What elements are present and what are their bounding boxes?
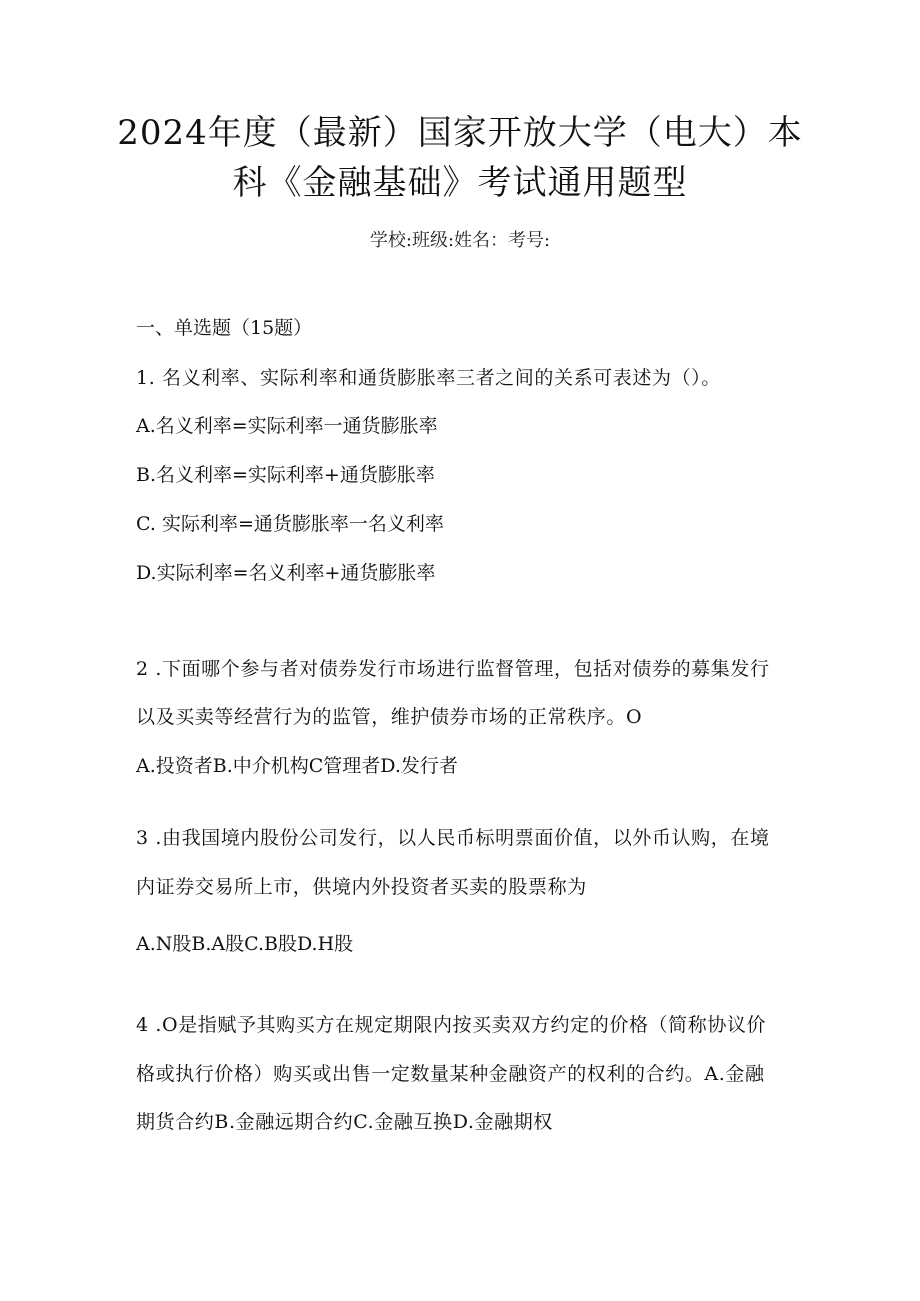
question-3-text-line-1: 3 .由我国境内股份公司发行，以人民币标明票面价值，以外币认购，在境 <box>136 827 770 849</box>
question-4-text-line-1: 4 .O是指赋予其购买方在规定期限内按买卖双方约定的价格（简称协议价 <box>136 1014 767 1036</box>
question-2-options: A.投资者B.中介机构C管理者D.发行者 <box>136 755 458 777</box>
document-title-line-2: 科《金融基础》考试通用题型 <box>232 163 688 203</box>
question-1-option-a: A.名义利率=实际利率一通货膨胀率 <box>136 415 438 437</box>
student-info-line: 学校:班级:姓名：考号: <box>369 230 551 251</box>
question-2-text-line-2: 以及买卖等经营行为的监管，维护债券市场的正常秩序。O <box>136 706 643 728</box>
question-1-option-b: B.名义利率=实际利率+通货膨胀率 <box>136 464 435 486</box>
document-title-line-1: 2024年度（最新）国家开放大学（电大）本 <box>117 113 803 153</box>
question-1-option-d: D.实际利率=名义利率+通货膨胀率 <box>136 562 436 584</box>
question-3-options: A.N股B.A股C.B股D.H股 <box>136 933 354 955</box>
question-4-text-line-3: 期货合约B.金融远期合约C.金融互换D.金融期权 <box>136 1111 553 1133</box>
question-2-text-line-1: 2 .下面哪个参与者对债券发行市场进行监督管理，包括对债券的募集发行 <box>136 658 770 680</box>
question-4-text-line-2: 格或执行价格）购买或出售一定数量某种金融资产的权利的合约。A.金融 <box>136 1063 765 1085</box>
question-1-option-c: C. 实际利率=通货膨胀率一名义利率 <box>136 513 444 535</box>
question-3-text-line-2: 内证券交易所上市，供境内外投资者买卖的股票称为 <box>136 876 587 898</box>
question-1-text: 1. 名义利率、实际利率和通货膨胀率三者之间的关系可表述为（）。 <box>136 367 721 389</box>
section-heading: 一、单选题（15题） <box>136 317 313 339</box>
